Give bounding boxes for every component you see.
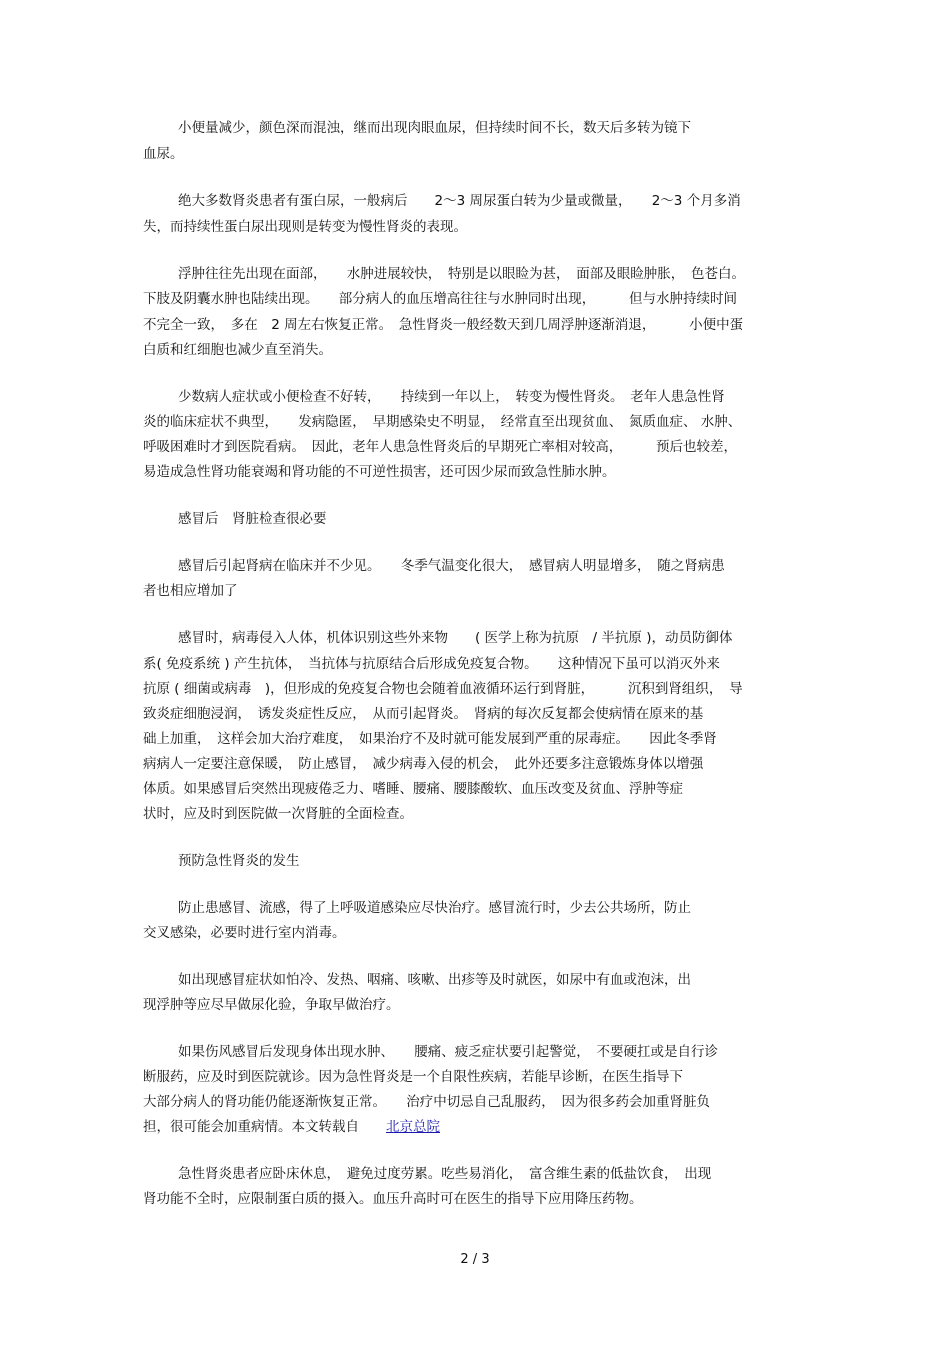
text-line: 病病人一定要注意保暖， 防止感冒， 减少病毒入侵的机会， 此外还要多注意锻炼身体以增强 xyxy=(143,756,704,772)
text-line: 如果伤风感冒后发现身体出现水肿、 腰痛、疲乏症状要引起警觉， 不要硬扛或是自行诊 xyxy=(178,1044,718,1060)
text-line: 浮肿往往先出现在面部， 水肿进展较快， 特别是以眼睑为甚， 面部及眼睑肿胀， 色苍白。 xyxy=(178,266,745,282)
text-line: 急性肾炎患者应卧床休息， 避免过度劳累。吃些易消化， 富含维生素的低盐饮食， 出现 xyxy=(178,1166,712,1182)
text-line-content: 担，很可能会加重病情。本文转载自 xyxy=(143,1119,386,1135)
text-line: 如出现感冒症状如怕冷、发热、咽痛、咳嗽、出疹等及时就医，如尿中有血或泡沫，出 xyxy=(178,972,691,988)
page-number: 2 / 3 xyxy=(460,1252,490,1267)
text-line: 炎的临床症状不典型， 发病隐匿， 早期感染史不明显， 经常直至出现贫血、 氮质血症、 水肿、 xyxy=(143,414,742,430)
text-line: 白质和红细胞也减少直至消失。 xyxy=(143,342,332,358)
text-line: 状时，应及时到医院做一次肾脏的全面检查。 xyxy=(143,806,413,822)
text-line: 者也相应增加了 xyxy=(143,583,238,599)
source-link[interactable]: 北京总院 xyxy=(386,1119,440,1135)
section-heading: 预防急性肾炎的发生 xyxy=(178,853,300,869)
text-line: 防止患感冒、流感，得了上呼吸道感染应尽快治疗。感冒流行时，少去公共场所，防止 xyxy=(178,900,691,916)
text-line: 断服药，应及时到医院就诊。因为急性肾炎是一个自限性疾病，若能早诊断，在医生指导下 xyxy=(143,1069,683,1085)
text-line: 体质。如果感冒后突然出现疲倦乏力、嗜睡、腰痛、腰膝酸软、血压改变及贫血、浮肿等症 xyxy=(143,781,683,797)
text-line: 易造成急性肾功能衰竭和肾功能的不可逆性损害，还可因少尿而致急性肺水肿。 xyxy=(143,464,616,480)
text-line: 小便量减少，颜色深而混浊，继而出现肉眼血尿，但持续时间不长，数天后多转为镜下 xyxy=(178,120,691,136)
text-line: 抗原 ( 细菌或病毒 )，但形成的免疫复合物也会随着血液循环运行到肾脏， 沉积到肾组织， 导 xyxy=(143,681,743,697)
text-line: 感冒后引起肾病在临床并不少见。 冬季气温变化很大， 感冒病人明显增多， 随之肾病患 xyxy=(178,558,725,574)
text-line: 础上加重， 这样会加大治疗难度， 如果治疗不及时就可能发展到严重的尿毒症。 因此冬季肾 xyxy=(143,731,717,747)
text-line: 系( 免疫系统 ) 产生抗体， 当抗体与抗原结合后形成免疫复合物。 这种情况下虽可以消灭外来 xyxy=(143,656,720,672)
text-line: 少数病人症状或小便检查不好转， 持续到一年以上， 转变为慢性肾炎。 老年人患急性肾 xyxy=(178,389,725,405)
text-line: 不完全一致， 多在 2 周左右恢复正常。 急性肾炎一般经数天到几周浮肿逐渐消退， 小便中蛋 xyxy=(143,317,744,333)
text-line: 肾功能不全时，应限制蛋白质的摄入。血压升高时可在医生的指导下应用降压药物。 xyxy=(143,1191,643,1207)
text-line: 大部分病人的肾功能仍能逐渐恢复正常。 治疗中切忌自己乱服药， 因为很多药会加重肾脏负 xyxy=(143,1094,710,1110)
text-line: 呼吸困难时才到医院看病。 因此，老年人患急性肾炎后的早期死亡率相对较高， 预后也较差， xyxy=(143,439,737,455)
text-line xyxy=(143,1118,440,1136)
text-line: 致炎症细胞浸润， 诱发炎症性反应， 从而引起肾炎。 肾病的每次反复都会使病情在原来的基 xyxy=(143,706,704,722)
text-line: 绝大多数肾炎患者有蛋白尿，一般病后 2～3 周尿蛋白转为少量或微量， 2～3 个月多消 xyxy=(178,193,741,209)
text-line: 交叉感染，必要时进行室内消毒。 xyxy=(143,925,346,941)
text-line: 失，而持续性蛋白尿出现则是转变为慢性肾炎的表现。 xyxy=(143,219,467,235)
text-line: 感冒时，病毒侵入人体，机体识别这些外来物 ( 医学上称为抗原 / 半抗原 )，动员防御体 xyxy=(178,630,733,646)
text-line: 血尿。 xyxy=(143,146,184,162)
section-heading: 感冒后 肾脏检查很必要 xyxy=(178,511,327,527)
text-line: 现浮肿等应尽早做尿化验，争取早做治疗。 xyxy=(143,997,400,1013)
text-line: 下肢及阴囊水肿也陆续出现。 部分病人的血压增高往往与水肿同时出现， 但与水肿持续时间 xyxy=(143,291,737,307)
